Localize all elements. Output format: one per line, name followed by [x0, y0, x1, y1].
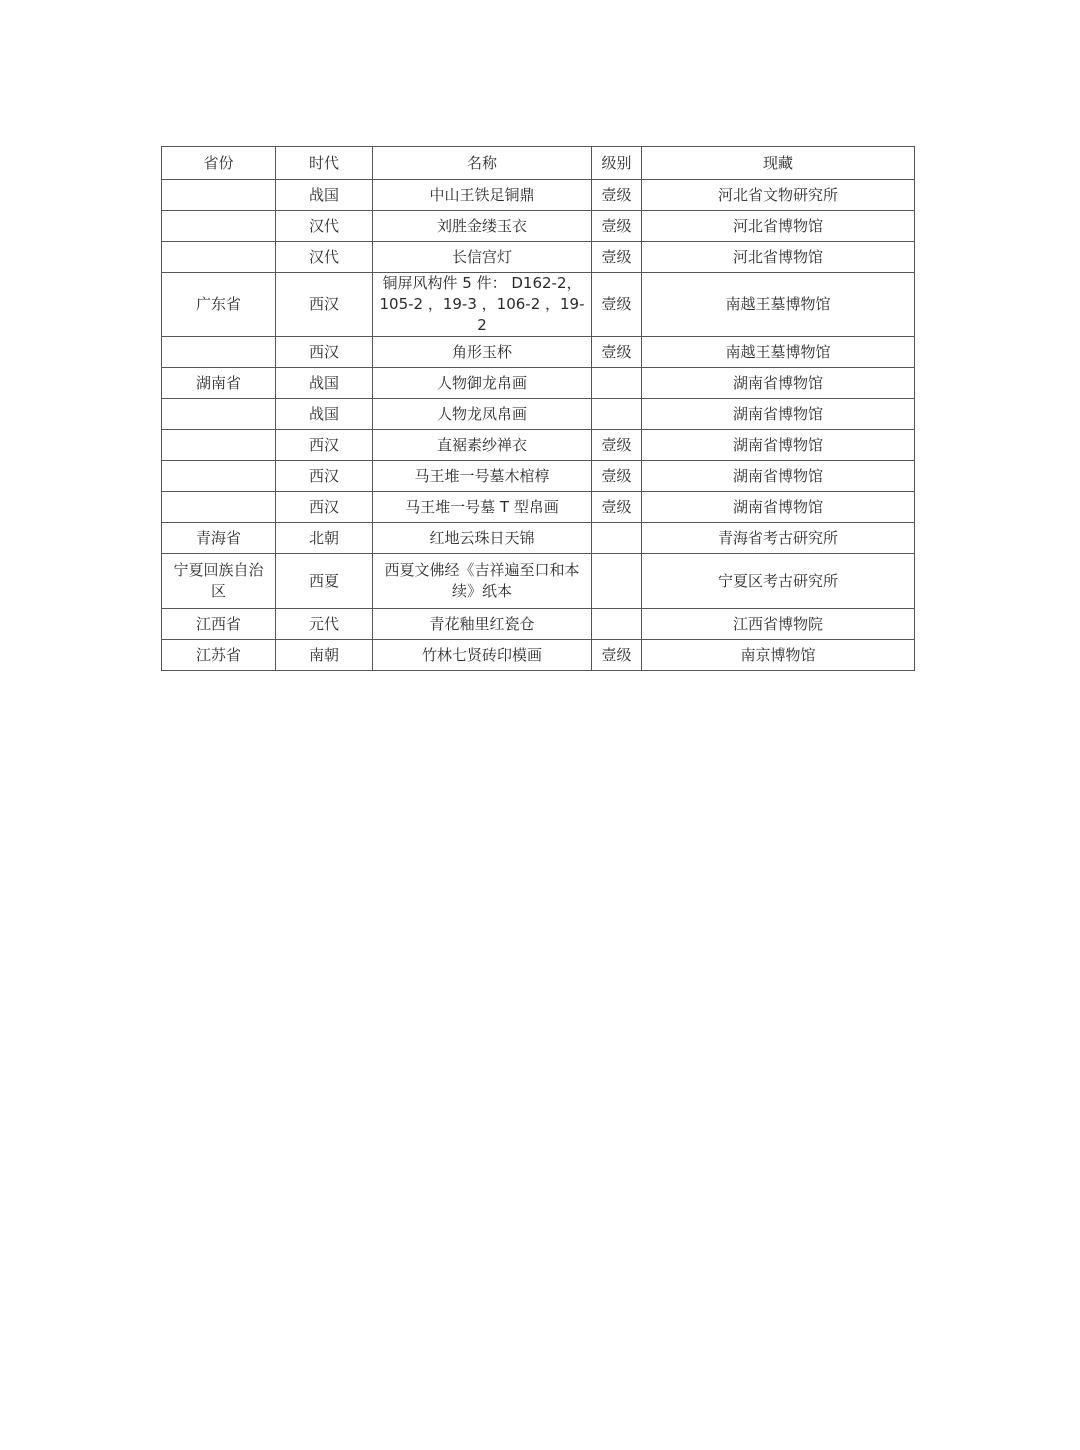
cell-name: 青花釉里红瓷仓 [373, 609, 592, 640]
cell-grade: 壹级 [592, 273, 642, 337]
cell-province [162, 430, 276, 461]
table-row [162, 399, 915, 430]
cell-grade: 壹级 [592, 461, 642, 492]
cell-name: 竹林七贤砖印模画 [373, 640, 592, 671]
cell-grade: 壹级 [592, 180, 642, 211]
table-row [162, 242, 915, 273]
table-row [162, 492, 915, 523]
cell-grade: 壹级 [592, 640, 642, 671]
cell-province: 湖南省 [162, 368, 276, 399]
cell-grade: 壹级 [592, 430, 642, 461]
cell-era: 北朝 [276, 523, 373, 554]
cell-collection: 河北省文物研究所 [642, 180, 915, 211]
cell-era: 汉代 [276, 242, 373, 273]
cell-province: 广东省 [162, 273, 276, 337]
cell-grade [592, 523, 642, 554]
table-row [162, 273, 915, 337]
table-row [162, 180, 915, 211]
cell-name: 刘胜金缕玉衣 [373, 211, 592, 242]
cell-collection: 湖南省博物馆 [642, 461, 915, 492]
relics-table [161, 146, 915, 671]
header-name: 名称 [373, 147, 592, 180]
cell-collection: 湖南省博物馆 [642, 399, 915, 430]
cell-collection: 河北省博物馆 [642, 242, 915, 273]
cell-era: 西汉 [276, 461, 373, 492]
cell-collection: 湖南省博物馆 [642, 430, 915, 461]
cell-name: 红地云珠日天锦 [373, 523, 592, 554]
cell-name: 人物龙凤帛画 [373, 399, 592, 430]
cell-era: 战国 [276, 368, 373, 399]
table-row [162, 211, 915, 242]
cell-name: 马王堆一号墓木棺椁 [373, 461, 592, 492]
cell-province [162, 180, 276, 211]
cell-province: 青海省 [162, 523, 276, 554]
cell-province [162, 211, 276, 242]
cell-era: 西夏 [276, 554, 373, 609]
cell-province [162, 461, 276, 492]
cell-era: 西汉 [276, 492, 373, 523]
cell-name: 铜屏风构件 5 件： D162-2，105-2 ，19-3 ，106-2 ，19-2 [373, 273, 592, 337]
cell-province [162, 399, 276, 430]
cell-collection: 湖南省博物馆 [642, 492, 915, 523]
cell-province [162, 242, 276, 273]
cell-era: 战国 [276, 180, 373, 211]
cell-province: 宁夏回族自治区 [162, 554, 276, 609]
table-row [162, 523, 915, 554]
table-header-row [162, 147, 915, 180]
table-row [162, 368, 915, 399]
cell-name: 角形玉杯 [373, 337, 592, 368]
header-era: 时代 [276, 147, 373, 180]
cell-grade [592, 399, 642, 430]
cell-grade: 壹级 [592, 211, 642, 242]
cell-era: 西汉 [276, 430, 373, 461]
cell-era: 汉代 [276, 211, 373, 242]
table-row [162, 461, 915, 492]
cell-grade: 壹级 [592, 337, 642, 368]
cell-province [162, 492, 276, 523]
cell-collection: 南越王墓博物馆 [642, 337, 915, 368]
cell-era: 战国 [276, 399, 373, 430]
table-row [162, 430, 915, 461]
cell-grade: 壹级 [592, 492, 642, 523]
cell-name: 马王堆一号墓 T 型帛画 [373, 492, 592, 523]
cell-grade [592, 609, 642, 640]
cell-collection: 青海省考古研究所 [642, 523, 915, 554]
cell-era: 南朝 [276, 640, 373, 671]
cell-collection: 湖南省博物馆 [642, 368, 915, 399]
table-row [162, 609, 915, 640]
cell-name: 人物御龙帛画 [373, 368, 592, 399]
cell-grade: 壹级 [592, 242, 642, 273]
cell-name: 长信宫灯 [373, 242, 592, 273]
cell-collection: 江西省博物院 [642, 609, 915, 640]
cell-collection: 河北省博物馆 [642, 211, 915, 242]
table-row [162, 337, 915, 368]
cell-collection: 宁夏区考古研究所 [642, 554, 915, 609]
cell-name: 中山王铁足铜鼎 [373, 180, 592, 211]
header-province: 省份 [162, 147, 276, 180]
table-row [162, 640, 915, 671]
cell-collection: 南越王墓博物馆 [642, 273, 915, 337]
cell-province [162, 337, 276, 368]
cell-grade [592, 554, 642, 609]
cell-name: 西夏文佛经《吉祥遍至口和本续》纸本 [373, 554, 592, 609]
cell-era: 西汉 [276, 337, 373, 368]
header-collection: 现藏 [642, 147, 915, 180]
cell-era: 元代 [276, 609, 373, 640]
table-row [162, 554, 915, 609]
header-grade: 级别 [592, 147, 642, 180]
cell-province: 江西省 [162, 609, 276, 640]
cell-collection: 南京博物馆 [642, 640, 915, 671]
cell-era: 西汉 [276, 273, 373, 337]
cell-grade [592, 368, 642, 399]
cell-province: 江苏省 [162, 640, 276, 671]
cell-name: 直裾素纱禅衣 [373, 430, 592, 461]
